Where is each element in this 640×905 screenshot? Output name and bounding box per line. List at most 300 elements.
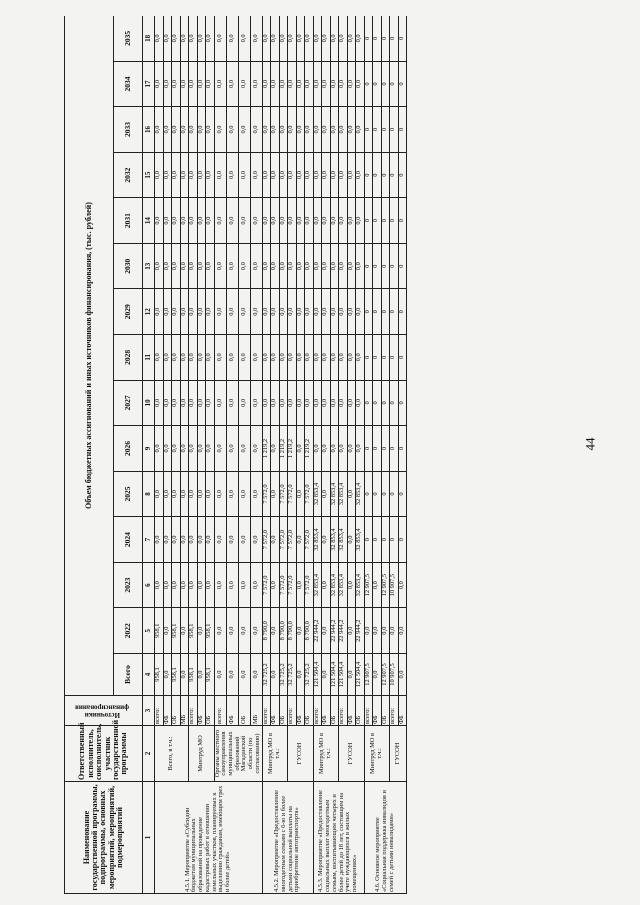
- header-year: 2024: [114, 517, 143, 563]
- value-cell: 0,0: [180, 471, 189, 517]
- value-cell: 0,0: [197, 107, 206, 153]
- value-cell: 0,0: [339, 107, 348, 153]
- value-cell: 0,0: [226, 61, 238, 107]
- value-cell: 0: [398, 471, 407, 517]
- value-cell: 7 572,0: [279, 517, 288, 563]
- value-cell: 0,0: [313, 61, 322, 107]
- source-cell: ФБ: [398, 696, 407, 726]
- value-cell: 0,0: [197, 152, 206, 198]
- value-cell: 0,0: [172, 243, 181, 289]
- value-cell: 0,0: [226, 608, 238, 654]
- value-cell: 0,0: [271, 517, 280, 563]
- value-cell: 0,0: [305, 198, 314, 244]
- value-cell: 0: [381, 471, 390, 517]
- value-cell: 0,0: [238, 289, 250, 335]
- value-cell: 0,0: [339, 198, 348, 244]
- value-cell: 0: [390, 380, 399, 426]
- value-cell: 0,0: [347, 335, 356, 381]
- value-cell: 0,0: [279, 335, 288, 381]
- value-cell: 0,0: [347, 517, 356, 563]
- value-cell: 0,0: [214, 426, 226, 472]
- header-year: 2035: [114, 16, 143, 61]
- value-cell: 0,0: [250, 289, 262, 335]
- value-cell: 22 944,2: [339, 608, 348, 654]
- total-cell: 0,0: [180, 654, 189, 696]
- value-cell: 0,0: [347, 61, 356, 107]
- value-cell: 0,0: [296, 380, 305, 426]
- value-cell: 0,0: [271, 335, 280, 381]
- value-cell: 0,0: [296, 107, 305, 153]
- total-cell: 32 725,2: [279, 654, 288, 696]
- value-cell: 0,0: [238, 335, 250, 381]
- value-cell: 0,0: [262, 243, 271, 289]
- value-cell: 0,0: [250, 107, 262, 153]
- value-cell: 0,0: [262, 289, 271, 335]
- value-cell: 0,0: [296, 426, 305, 472]
- value-cell: 0,0: [172, 380, 181, 426]
- value-cell: 958,1: [206, 608, 215, 654]
- value-cell: 8 790,0: [288, 608, 297, 654]
- value-cell: 0: [398, 107, 407, 153]
- value-cell: 0,0: [189, 61, 198, 107]
- value-cell: 0,0: [339, 335, 348, 381]
- value-cell: 22 944,2: [330, 608, 339, 654]
- table-row: [313, 16, 322, 894]
- value-cell: 0,0: [279, 243, 288, 289]
- table-row: [189, 16, 198, 894]
- value-cell: 0,0: [322, 16, 331, 61]
- value-cell: 0,0: [330, 243, 339, 289]
- value-cell: 0: [364, 517, 373, 563]
- value-cell: 0: [398, 380, 407, 426]
- value-cell: 0: [364, 61, 373, 107]
- responsible-cell: Минтруд МО: [189, 726, 215, 782]
- value-cell: 0,0: [288, 152, 297, 198]
- value-cell: 0,0: [214, 608, 226, 654]
- value-cell: 0,0: [271, 289, 280, 335]
- value-cell: 0,0: [296, 61, 305, 107]
- value-cell: 0,0: [313, 198, 322, 244]
- value-cell: 0,0: [189, 289, 198, 335]
- value-cell: 8 790,0: [279, 608, 288, 654]
- document-sheet: [64, 16, 569, 894]
- source-cell: ОБ: [238, 696, 250, 726]
- value-cell: 0: [373, 426, 382, 472]
- value-cell: 0,0: [279, 107, 288, 153]
- source-cell: ОБ: [381, 696, 390, 726]
- value-cell: 12 907,5: [364, 562, 373, 608]
- value-cell: 0,0: [172, 335, 181, 381]
- value-cell: 0,0: [313, 335, 322, 381]
- value-cell: 0,0: [189, 517, 198, 563]
- value-cell: 0,0: [238, 16, 250, 61]
- value-cell: 0,0: [330, 289, 339, 335]
- source-cell: ОБ: [356, 696, 365, 726]
- value-cell: 0,0: [180, 426, 189, 472]
- value-cell: 0,0: [313, 152, 322, 198]
- value-cell: 7 572,0: [288, 517, 297, 563]
- value-cell: 0,0: [322, 289, 331, 335]
- column-number: 11: [143, 335, 155, 381]
- source-cell: ФБ: [322, 696, 331, 726]
- value-cell: 0,0: [356, 152, 365, 198]
- value-cell: 0,0: [238, 517, 250, 563]
- table-row: [288, 16, 297, 894]
- value-cell: 0,0: [262, 198, 271, 244]
- value-cell: 0,0: [322, 562, 331, 608]
- value-cell: 0,0: [189, 152, 198, 198]
- value-cell: 0,0: [172, 16, 181, 61]
- value-cell: 0,0: [288, 335, 297, 381]
- value-cell: 0,0: [296, 335, 305, 381]
- value-cell: 0,0: [305, 16, 314, 61]
- total-cell: 0,0: [271, 654, 280, 696]
- value-cell: 0: [381, 243, 390, 289]
- value-cell: 0,0: [172, 61, 181, 107]
- source-cell: ОБ: [206, 696, 215, 726]
- header-year: 2023: [114, 562, 143, 608]
- value-cell: 0,0: [197, 562, 206, 608]
- source-cell: всего:: [390, 696, 399, 726]
- value-cell: 0: [364, 426, 373, 472]
- value-cell: 0,0: [214, 335, 226, 381]
- header-year: 2026: [114, 426, 143, 472]
- value-cell: 0: [390, 335, 399, 381]
- value-cell: 0,0: [197, 608, 206, 654]
- value-cell: 0: [398, 426, 407, 472]
- value-cell: 0,0: [271, 608, 280, 654]
- value-cell: 958,1: [155, 608, 164, 654]
- value-cell: 0,0: [356, 61, 365, 107]
- value-cell: 0,0: [172, 426, 181, 472]
- value-cell: 0,0: [250, 426, 262, 472]
- column-number-row: [143, 16, 155, 894]
- value-cell: 0: [373, 243, 382, 289]
- value-cell: 0: [373, 61, 382, 107]
- responsible-cell: ГУСОН: [288, 726, 314, 782]
- value-cell: 0,0: [180, 380, 189, 426]
- value-cell: 0,0: [305, 61, 314, 107]
- value-cell: 32 853,4: [330, 517, 339, 563]
- value-cell: 0,0: [347, 16, 356, 61]
- value-cell: 0,0: [197, 335, 206, 381]
- value-cell: 7 572,0: [262, 517, 271, 563]
- column-number: 7: [143, 517, 155, 563]
- value-cell: 0: [364, 471, 373, 517]
- activity-name-cell: 4.5.1. Мероприятие «Субсидии бюджетам муниципальных образований на проведение кадастровых работ в отношении земельных участков, планируемых к выделению гражданам, имеющим трех и более детей»: [155, 782, 263, 894]
- value-cell: 0,0: [155, 335, 164, 381]
- value-cell: 0,0: [172, 289, 181, 335]
- value-cell: 0,0: [313, 16, 322, 61]
- value-cell: 0,0: [163, 380, 172, 426]
- table-row: [364, 16, 373, 894]
- header-name: Наименование государственной программы, подпрограммы, основных мероприятий, мероприятий, подмероприятий: [65, 782, 143, 894]
- value-cell: 0,0: [390, 608, 399, 654]
- value-cell: 0,0: [288, 243, 297, 289]
- page-number: 44: [582, 437, 598, 451]
- value-cell: 0,0: [180, 152, 189, 198]
- value-cell: 0,0: [214, 243, 226, 289]
- source-cell: ФБ: [197, 696, 206, 726]
- value-cell: 0,0: [279, 16, 288, 61]
- value-cell: 0,0: [155, 380, 164, 426]
- value-cell: 0,0: [155, 289, 164, 335]
- value-cell: 0,0: [250, 380, 262, 426]
- value-cell: 0,0: [330, 16, 339, 61]
- value-cell: 0,0: [197, 471, 206, 517]
- value-cell: 0: [398, 61, 407, 107]
- value-cell: 958,1: [172, 608, 181, 654]
- value-cell: 1 219,2: [288, 426, 297, 472]
- value-cell: 0,0: [155, 16, 164, 61]
- header-total: Всего: [114, 654, 143, 696]
- total-cell: 121 504,4: [330, 654, 339, 696]
- value-cell: 0,0: [226, 562, 238, 608]
- value-cell: 0,0: [305, 289, 314, 335]
- value-cell: 0: [398, 289, 407, 335]
- value-cell: 0,0: [163, 107, 172, 153]
- value-cell: 0,0: [214, 471, 226, 517]
- value-cell: 0,0: [238, 198, 250, 244]
- value-cell: 0,0: [279, 152, 288, 198]
- value-cell: 0,0: [155, 426, 164, 472]
- value-cell: 0,0: [197, 517, 206, 563]
- value-cell: 0: [373, 471, 382, 517]
- value-cell: 0: [364, 152, 373, 198]
- value-cell: 0,0: [206, 61, 215, 107]
- value-cell: 0: [373, 152, 382, 198]
- source-cell: ОБ: [305, 696, 314, 726]
- value-cell: 0,0: [313, 426, 322, 472]
- value-cell: 0,0: [197, 289, 206, 335]
- value-cell: 0,0: [180, 61, 189, 107]
- value-cell: 0,0: [322, 380, 331, 426]
- value-cell: 0,0: [155, 61, 164, 107]
- value-cell: 0,0: [356, 243, 365, 289]
- value-cell: 0,0: [347, 380, 356, 426]
- value-cell: 0,0: [180, 16, 189, 61]
- value-cell: 0,0: [279, 61, 288, 107]
- value-cell: 0,0: [172, 198, 181, 244]
- value-cell: 0,0: [206, 380, 215, 426]
- value-cell: 0: [364, 289, 373, 335]
- value-cell: 0,0: [189, 471, 198, 517]
- value-cell: 0: [364, 16, 373, 61]
- table-row: [155, 16, 164, 894]
- value-cell: 0,0: [226, 289, 238, 335]
- header-funding-title: Объем бюджетных ассигнований и иных источников финансирования, (тыс. рублей): [65, 16, 114, 696]
- value-cell: 0: [398, 335, 407, 381]
- total-cell: 0,0: [347, 654, 356, 696]
- value-cell: 0,0: [271, 426, 280, 472]
- value-cell: 0: [381, 335, 390, 381]
- value-cell: 0: [390, 16, 399, 61]
- value-cell: 0,0: [238, 471, 250, 517]
- value-cell: 0: [381, 289, 390, 335]
- value-cell: 0,0: [155, 152, 164, 198]
- value-cell: 8 790,0: [262, 608, 271, 654]
- value-cell: 0: [381, 517, 390, 563]
- value-cell: 0,0: [381, 608, 390, 654]
- value-cell: 0,0: [250, 152, 262, 198]
- source-cell: МБ: [180, 696, 189, 726]
- value-cell: 0,0: [238, 380, 250, 426]
- value-cell: 0,0: [163, 426, 172, 472]
- header-year: 2034: [114, 61, 143, 107]
- value-cell: 0,0: [163, 608, 172, 654]
- value-cell: 0,0: [155, 107, 164, 153]
- value-cell: 0,0: [339, 16, 348, 61]
- value-cell: 0,0: [172, 107, 181, 153]
- value-cell: 32 853,4: [313, 562, 322, 608]
- value-cell: 0,0: [238, 107, 250, 153]
- total-cell: 32 725,2: [262, 654, 271, 696]
- value-cell: 0,0: [322, 152, 331, 198]
- total-cell: 0,0: [322, 654, 331, 696]
- value-cell: 0,0: [238, 61, 250, 107]
- value-cell: 0,0: [250, 243, 262, 289]
- column-number: 6: [143, 562, 155, 608]
- value-cell: 0,0: [163, 471, 172, 517]
- value-cell: 0,0: [271, 243, 280, 289]
- value-cell: 0,0: [250, 335, 262, 381]
- value-cell: 7 572,0: [305, 562, 314, 608]
- value-cell: 0,0: [189, 380, 198, 426]
- value-cell: 0,0: [330, 152, 339, 198]
- table-row: [390, 16, 399, 894]
- total-cell: 0,0: [250, 654, 262, 696]
- source-cell: всего:: [262, 696, 271, 726]
- value-cell: 0,0: [322, 198, 331, 244]
- column-number: 16: [143, 107, 155, 153]
- value-cell: 0,0: [296, 289, 305, 335]
- source-cell: ФБ: [163, 696, 172, 726]
- responsible-cell: Органы местного самоуправления муниципальных образований Магаданской области (по согласованию): [214, 726, 262, 782]
- source-cell: ОБ: [279, 696, 288, 726]
- value-cell: 0,0: [330, 198, 339, 244]
- value-cell: 0,0: [250, 608, 262, 654]
- value-cell: 0: [373, 335, 382, 381]
- value-cell: 0: [390, 198, 399, 244]
- value-cell: 0,0: [189, 16, 198, 61]
- source-cell: ФБ: [226, 696, 238, 726]
- value-cell: 0,0: [180, 562, 189, 608]
- column-number: 14: [143, 198, 155, 244]
- value-cell: 0,0: [197, 16, 206, 61]
- responsible-cell: Всего, в т.ч.:: [155, 726, 189, 782]
- value-cell: 0,0: [238, 243, 250, 289]
- value-cell: 0,0: [226, 517, 238, 563]
- value-cell: 0: [398, 517, 407, 563]
- total-cell: 958,1: [206, 654, 215, 696]
- value-cell: 0,0: [305, 152, 314, 198]
- value-cell: 0,0: [364, 608, 373, 654]
- value-cell: 0: [398, 16, 407, 61]
- column-number: 4: [143, 654, 155, 696]
- value-cell: 0,0: [356, 335, 365, 381]
- value-cell: 958,1: [189, 608, 198, 654]
- value-cell: 0,0: [163, 243, 172, 289]
- value-cell: 0,0: [271, 471, 280, 517]
- value-cell: 0: [381, 198, 390, 244]
- value-cell: 0,0: [180, 517, 189, 563]
- value-cell: 0,0: [180, 289, 189, 335]
- total-cell: 0,0: [373, 654, 382, 696]
- value-cell: 8 790,0: [305, 608, 314, 654]
- value-cell: 0,0: [197, 426, 206, 472]
- value-cell: 0: [373, 16, 382, 61]
- value-cell: 0,0: [214, 380, 226, 426]
- value-cell: 0,0: [305, 107, 314, 153]
- value-cell: 0,0: [206, 471, 215, 517]
- header-source: [65, 696, 143, 726]
- column-number: 2: [143, 726, 155, 782]
- value-cell: 0,0: [238, 562, 250, 608]
- value-cell: 0: [364, 198, 373, 244]
- value-cell: 0,0: [206, 107, 215, 153]
- column-number: 18: [143, 16, 155, 61]
- source-cell: всего:: [339, 696, 348, 726]
- value-cell: 0,0: [197, 243, 206, 289]
- value-cell: 0,0: [330, 335, 339, 381]
- value-cell: 0,0: [347, 426, 356, 472]
- value-cell: 0,0: [197, 198, 206, 244]
- header-year: 2022: [114, 608, 143, 654]
- value-cell: 0: [390, 61, 399, 107]
- value-cell: 0,0: [262, 152, 271, 198]
- column-number: 17: [143, 61, 155, 107]
- value-cell: 0,0: [288, 16, 297, 61]
- value-cell: 0: [381, 16, 390, 61]
- activity-name-cell: 4.5.2. Мероприятие «Предоставление многодетным семьям с 6-ю и более детьми социальной выплаты на приобретение автотранспорта»: [262, 782, 313, 894]
- column-number: 9: [143, 426, 155, 472]
- value-cell: 0,0: [180, 107, 189, 153]
- value-cell: 0,0: [250, 517, 262, 563]
- total-cell: 0,0: [197, 654, 206, 696]
- value-cell: 0,0: [214, 198, 226, 244]
- column-number: 12: [143, 289, 155, 335]
- source-cell: ОБ: [330, 696, 339, 726]
- value-cell: 0,0: [373, 608, 382, 654]
- value-cell: 0,0: [262, 380, 271, 426]
- header-year: 2031: [114, 198, 143, 244]
- value-cell: 0,0: [163, 517, 172, 563]
- value-cell: 0: [381, 380, 390, 426]
- value-cell: 7 572,0: [279, 471, 288, 517]
- value-cell: 32 853,4: [330, 562, 339, 608]
- value-cell: 0,0: [322, 517, 331, 563]
- value-cell: 0: [381, 152, 390, 198]
- value-cell: 0,0: [271, 61, 280, 107]
- value-cell: 32 853,4: [330, 471, 339, 517]
- value-cell: 0,0: [226, 426, 238, 472]
- value-cell: 0,0: [226, 471, 238, 517]
- value-cell: 0: [364, 335, 373, 381]
- value-cell: 0,0: [271, 16, 280, 61]
- value-cell: 0,0: [238, 426, 250, 472]
- value-cell: 0,0: [226, 152, 238, 198]
- value-cell: 0,0: [214, 289, 226, 335]
- header-year: 2025: [114, 471, 143, 517]
- source-cell: ФБ: [296, 696, 305, 726]
- value-cell: 0,0: [214, 152, 226, 198]
- value-cell: 7 572,0: [262, 471, 271, 517]
- value-cell: 0,0: [206, 335, 215, 381]
- value-cell: 1 219,2: [279, 426, 288, 472]
- value-cell: 22 944,2: [313, 608, 322, 654]
- value-cell: 32 853,4: [356, 517, 365, 563]
- activity-name-cell: 4.5.3. Мероприятие «Предоставление социальных выплат многодетным семьям, воспитывающим четырех и более детей до 18 лет, состоящим на учете нуждающихся в жилых помещениях»: [313, 782, 364, 894]
